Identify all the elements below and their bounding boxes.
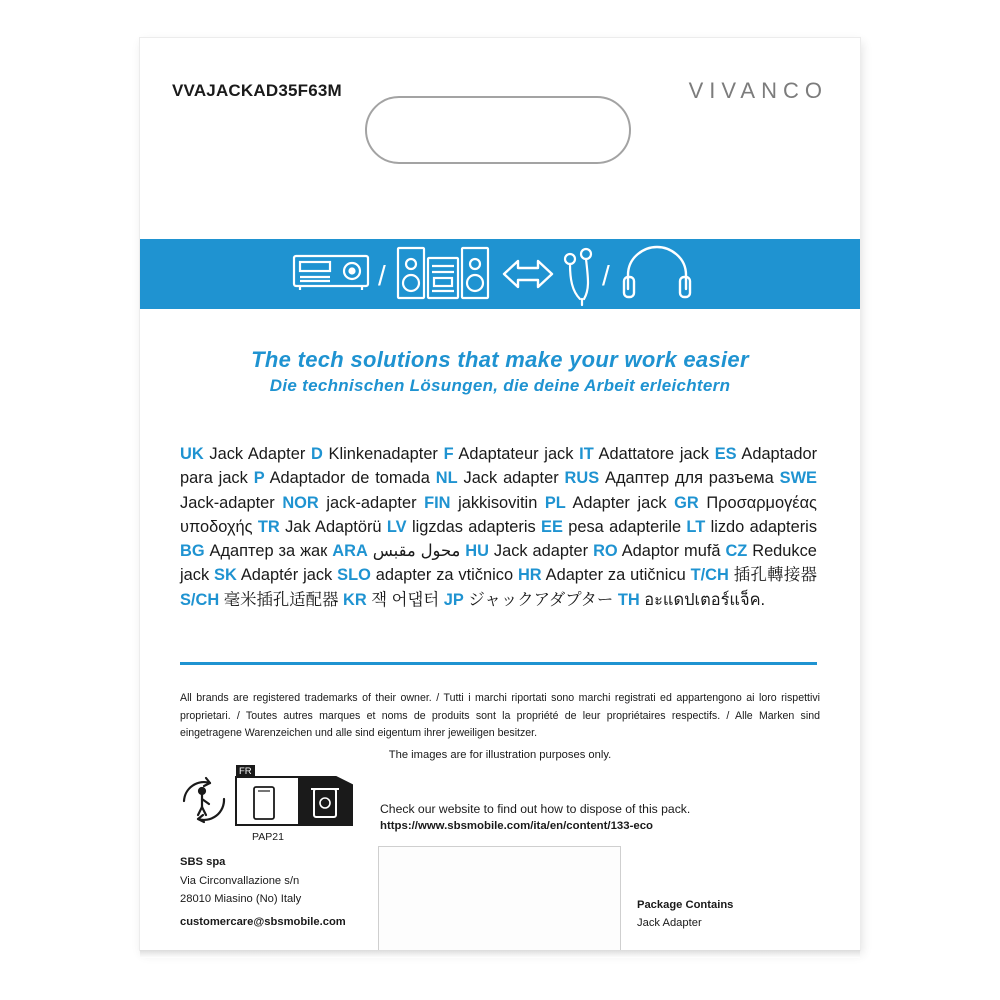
disposal-instructions: Check our website to find out how to dispose of this pack.: [380, 802, 691, 816]
language-code: UK: [180, 445, 204, 463]
language-code: SLO: [337, 566, 371, 585]
translated-name: adapter za vtičnico: [375, 566, 514, 585]
translated-name: Adaptateur jack: [458, 445, 574, 463]
language-code: NL: [435, 469, 458, 488]
stereo-receiver-icon: [294, 256, 368, 290]
translated-name: jakkisovitin: [458, 493, 538, 512]
translated-name: ligzdas adapteris: [411, 517, 536, 536]
illustration-disclaimer: The images are for illustration purposes only.: [388, 749, 612, 761]
translated-name: Jak Adaptörü: [285, 517, 382, 536]
translated-name: ジャックアダプター: [468, 590, 614, 609]
country-code: FR: [236, 765, 255, 778]
brand-logo: VIVANCO: [688, 78, 828, 103]
translated-name: pesa adapterile: [568, 517, 682, 536]
product-sku: VVAJACKAD35F63M: [172, 81, 342, 100]
card-shadow: [140, 950, 860, 958]
language-code: RO: [593, 542, 618, 561]
translated-name: Adaptér jack: [240, 566, 333, 585]
tagline-english: The tech solutions that make your work easier: [251, 347, 749, 372]
language-code: HU: [465, 542, 489, 561]
translated-name: Адаптер для разъема: [605, 469, 774, 488]
translated-name: Jack adapter: [493, 542, 589, 561]
bidirectional-arrow-icon: [504, 261, 552, 287]
earphones-icon: [565, 249, 591, 305]
hang-hole: [365, 96, 631, 164]
translated-name: Adaptador para jack: [180, 445, 818, 488]
headphones-icon: [624, 247, 690, 297]
translated-name: محول مقبس: [372, 542, 461, 561]
translated-name: Jack-adapter: [180, 493, 275, 512]
icon-band: [140, 239, 860, 309]
support-email[interactable]: customercare@sbsmobile.com: [180, 916, 346, 928]
translated-name: 잭 어댑터: [371, 590, 440, 609]
language-code: T/CH: [690, 566, 729, 585]
language-code: HR: [517, 566, 542, 585]
language-code: LT: [686, 517, 706, 536]
package-card: [140, 38, 860, 950]
language-code: TR: [257, 517, 280, 536]
translated-name: 插孔轉接器: [733, 566, 818, 585]
package-contents-item: Jack Adapter: [637, 917, 702, 929]
translated-name: jack-adapter: [326, 493, 417, 512]
tagline-german: Die technischen Lösungen, die deine Arbeit erleichtern: [269, 376, 731, 395]
language-code: BG: [180, 542, 205, 561]
language-code: F: [443, 445, 454, 463]
info-mark-box: [236, 777, 352, 825]
translated-name: Adaptador de tomada: [269, 469, 430, 488]
language-code: RUS: [564, 469, 600, 488]
language-code: S/CH: [180, 590, 220, 609]
language-code: ES: [714, 445, 737, 463]
translated-name: Adapter za utičnicu: [545, 566, 686, 585]
language-code: SWE: [779, 469, 817, 488]
translated-name: Adattatore jack: [598, 445, 710, 463]
language-code: SK: [214, 566, 237, 585]
language-code: KR: [343, 590, 367, 609]
svg-text:/: /: [602, 260, 610, 291]
language-code: JP: [443, 590, 464, 609]
package-contents-title: Package Contains: [637, 899, 734, 911]
triman-recycling-icon: [176, 773, 366, 831]
language-code: FIN: [424, 493, 451, 512]
language-code: D: [311, 445, 323, 463]
product-window: [378, 846, 621, 957]
language-code: IT: [579, 445, 594, 463]
trademark-notice: All brands are registered trademarks of their owner. / Tutti i marchi riportati sono marchi registrati ed appartengono ai loro rispettivi proprietari. / Toutes autres marques et noms de produits sont la propriété de leur propriétaires respectifs. / Alle Marken sind eingetragene Warenzeichen und alle sind eigentum ihrer jeweiligen besitzer.: [180, 692, 820, 739]
company-address-line1: Via Circonvallazione s/n: [180, 875, 300, 887]
multilingual-product-names: [180, 442, 817, 612]
hifi-system-icon: [398, 248, 488, 298]
divider: [180, 662, 817, 665]
translated-name: lizdo adapteris: [710, 517, 818, 536]
translated-name: Προσαρμογέας υποδοχής: [180, 493, 817, 536]
translated-name: Adapter jack: [572, 493, 667, 512]
language-code: P: [253, 469, 265, 488]
translated-name: Redukce jack: [180, 542, 817, 585]
language-code: GR: [674, 493, 699, 512]
translated-name: Адаптер за жак: [209, 542, 328, 561]
company-address-line2: 28010 Miasino (No) Italy: [180, 893, 302, 905]
translated-name: Jack adapter: [463, 469, 559, 488]
translated-name: อะแดปเตอร์แจ็ค.: [644, 590, 766, 609]
translated-name: Jack Adapter: [209, 445, 306, 463]
translated-name: Klinkenadapter: [328, 445, 438, 463]
language-code: CZ: [725, 542, 748, 561]
translated-name: 毫米插孔适配器: [223, 590, 339, 609]
disposal-link[interactable]: https://www.sbsmobile.com/ita/en/content/133-eco: [380, 820, 654, 832]
translated-name: Adaptor mufă: [621, 542, 721, 561]
language-code: LV: [386, 517, 407, 536]
company-name: SBS spa: [180, 856, 226, 868]
language-code: EE: [541, 517, 563, 536]
svg-text:/: /: [378, 260, 386, 291]
language-code: PL: [544, 493, 566, 512]
language-code: TH: [617, 590, 640, 609]
material-code: PAP21: [252, 831, 284, 843]
language-code: ARA: [332, 542, 368, 561]
language-code: NOR: [282, 493, 319, 512]
